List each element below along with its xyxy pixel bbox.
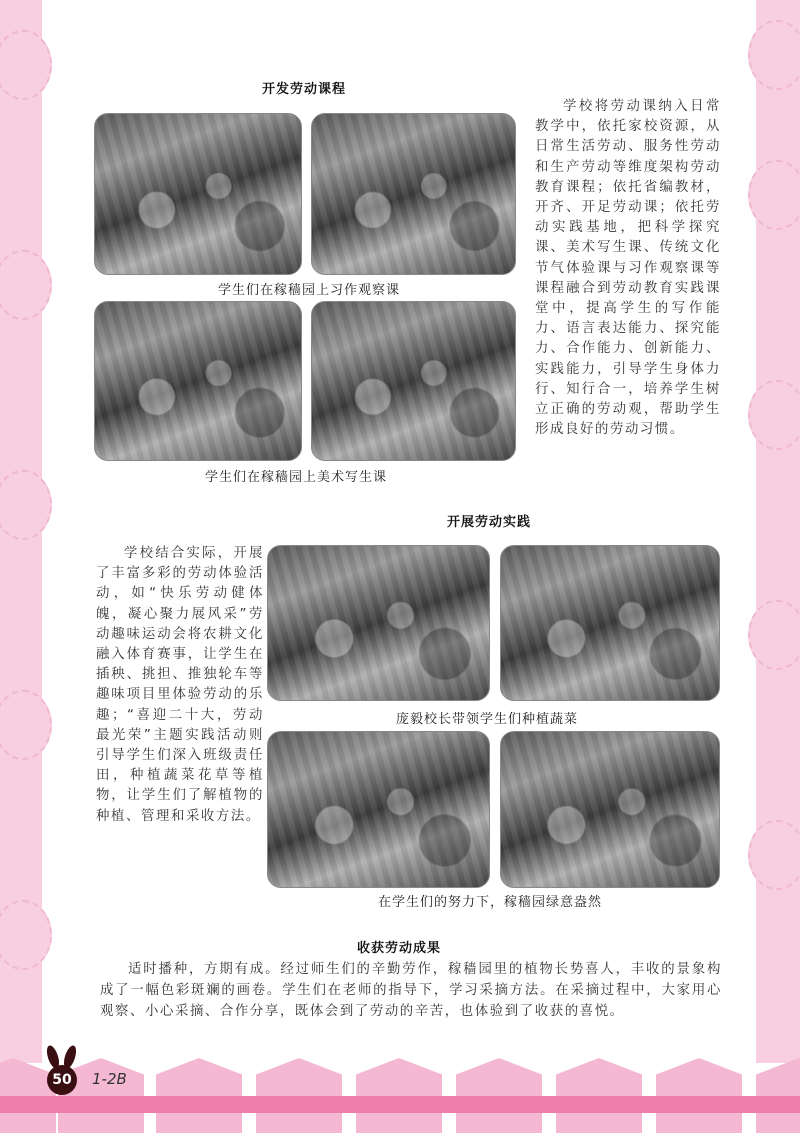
border-scallop [748,160,800,230]
caption-art-sketch: 学生们在稼穑园上美术写生课 [205,470,388,485]
section-heading-develop-course: 开发劳动课程 [262,82,347,97]
photo-sunflower-garden-2 [500,731,720,888]
right-pink-border [756,0,800,1063]
border-scallop [0,250,52,320]
section-heading-harvest: 收获劳动成果 [357,941,442,956]
caption-observation-class: 学生们在稼穑园上习作观察课 [218,283,401,298]
photo-planting-vegetables-2 [500,545,720,701]
photo-art-sketch-2 [311,301,516,461]
page-number: 50 [47,1065,77,1095]
section1-body-text: 学校将劳动课纳入日常教学中，依托家校资源，从日常生活劳动、服务性劳动和生产劳动等维度架构劳动教育课程；依托省编教材，开齐、开足劳动课；依托劳动实践基地，把科学探究课、美术写生课、传统文化节气体验课与习作观察课等课程融合到劳动教育实践课堂中，提高学生的写作能力、语言表达能力、探究能力、合作能力、创新能力、实践能力，引导学生身体力行、知行合一，培养学生树立正确的劳动观，帮助学生形成良好的劳动习惯。 [535,99,721,438]
photo-sunflower-garden-1 [267,731,490,888]
border-scallop [748,380,800,450]
section-heading-labor-practice: 开展劳动实践 [447,515,532,530]
border-scallop [0,470,52,540]
section2-body-text: 学校结合实际，开展了丰富多彩的劳动体验活动，如“快乐劳动健体魄，凝心聚力展风采”劳动趣味运动会将农耕文化融入体育赛事，让学生在插秧、挑担、推独轮车等趣味项目里体验劳动的乐趣；“喜迎二十大，劳动最光荣”主题实践活动则引导学生们深入班级责任田，种植蔬菜花草等植物，让学生们了解植物的种植、管理和采收方法。 [96,546,264,824]
border-scallop [0,900,52,970]
section3-body-text: 适时播种，方期有成。经过师生们的辛勤劳作，稼穑园里的植物长势喜人，丰收的景象构成了一幅色彩斑斓的画卷。学生们在老师的指导下，学习采摘方法。在采摘过程中，大家用心观察、小心采摘、合作分享，既体会到了劳动的辛苦，也体验到了收获的喜悦。 [100,962,722,1019]
border-scallop [0,30,52,100]
bunny-page-badge [44,1045,80,1095]
border-scallop [748,20,800,90]
issue-code: 1-2B [92,1070,127,1088]
left-pink-border [0,0,42,1063]
photo-observation-class-1 [94,113,302,275]
photo-observation-class-2 [311,113,516,275]
caption-principal-planting: 庞毅校长带领学生们种植蔬菜 [396,712,579,727]
photo-planting-vegetables-1 [267,545,490,701]
border-scallop [0,690,52,760]
photo-art-sketch-1 [94,301,302,461]
border-scallop [748,820,800,890]
caption-garden-green: 在学生们的努力下，稼穑园绿意盎然 [378,895,603,910]
fence-rail [0,1096,800,1113]
border-scallop [748,600,800,670]
